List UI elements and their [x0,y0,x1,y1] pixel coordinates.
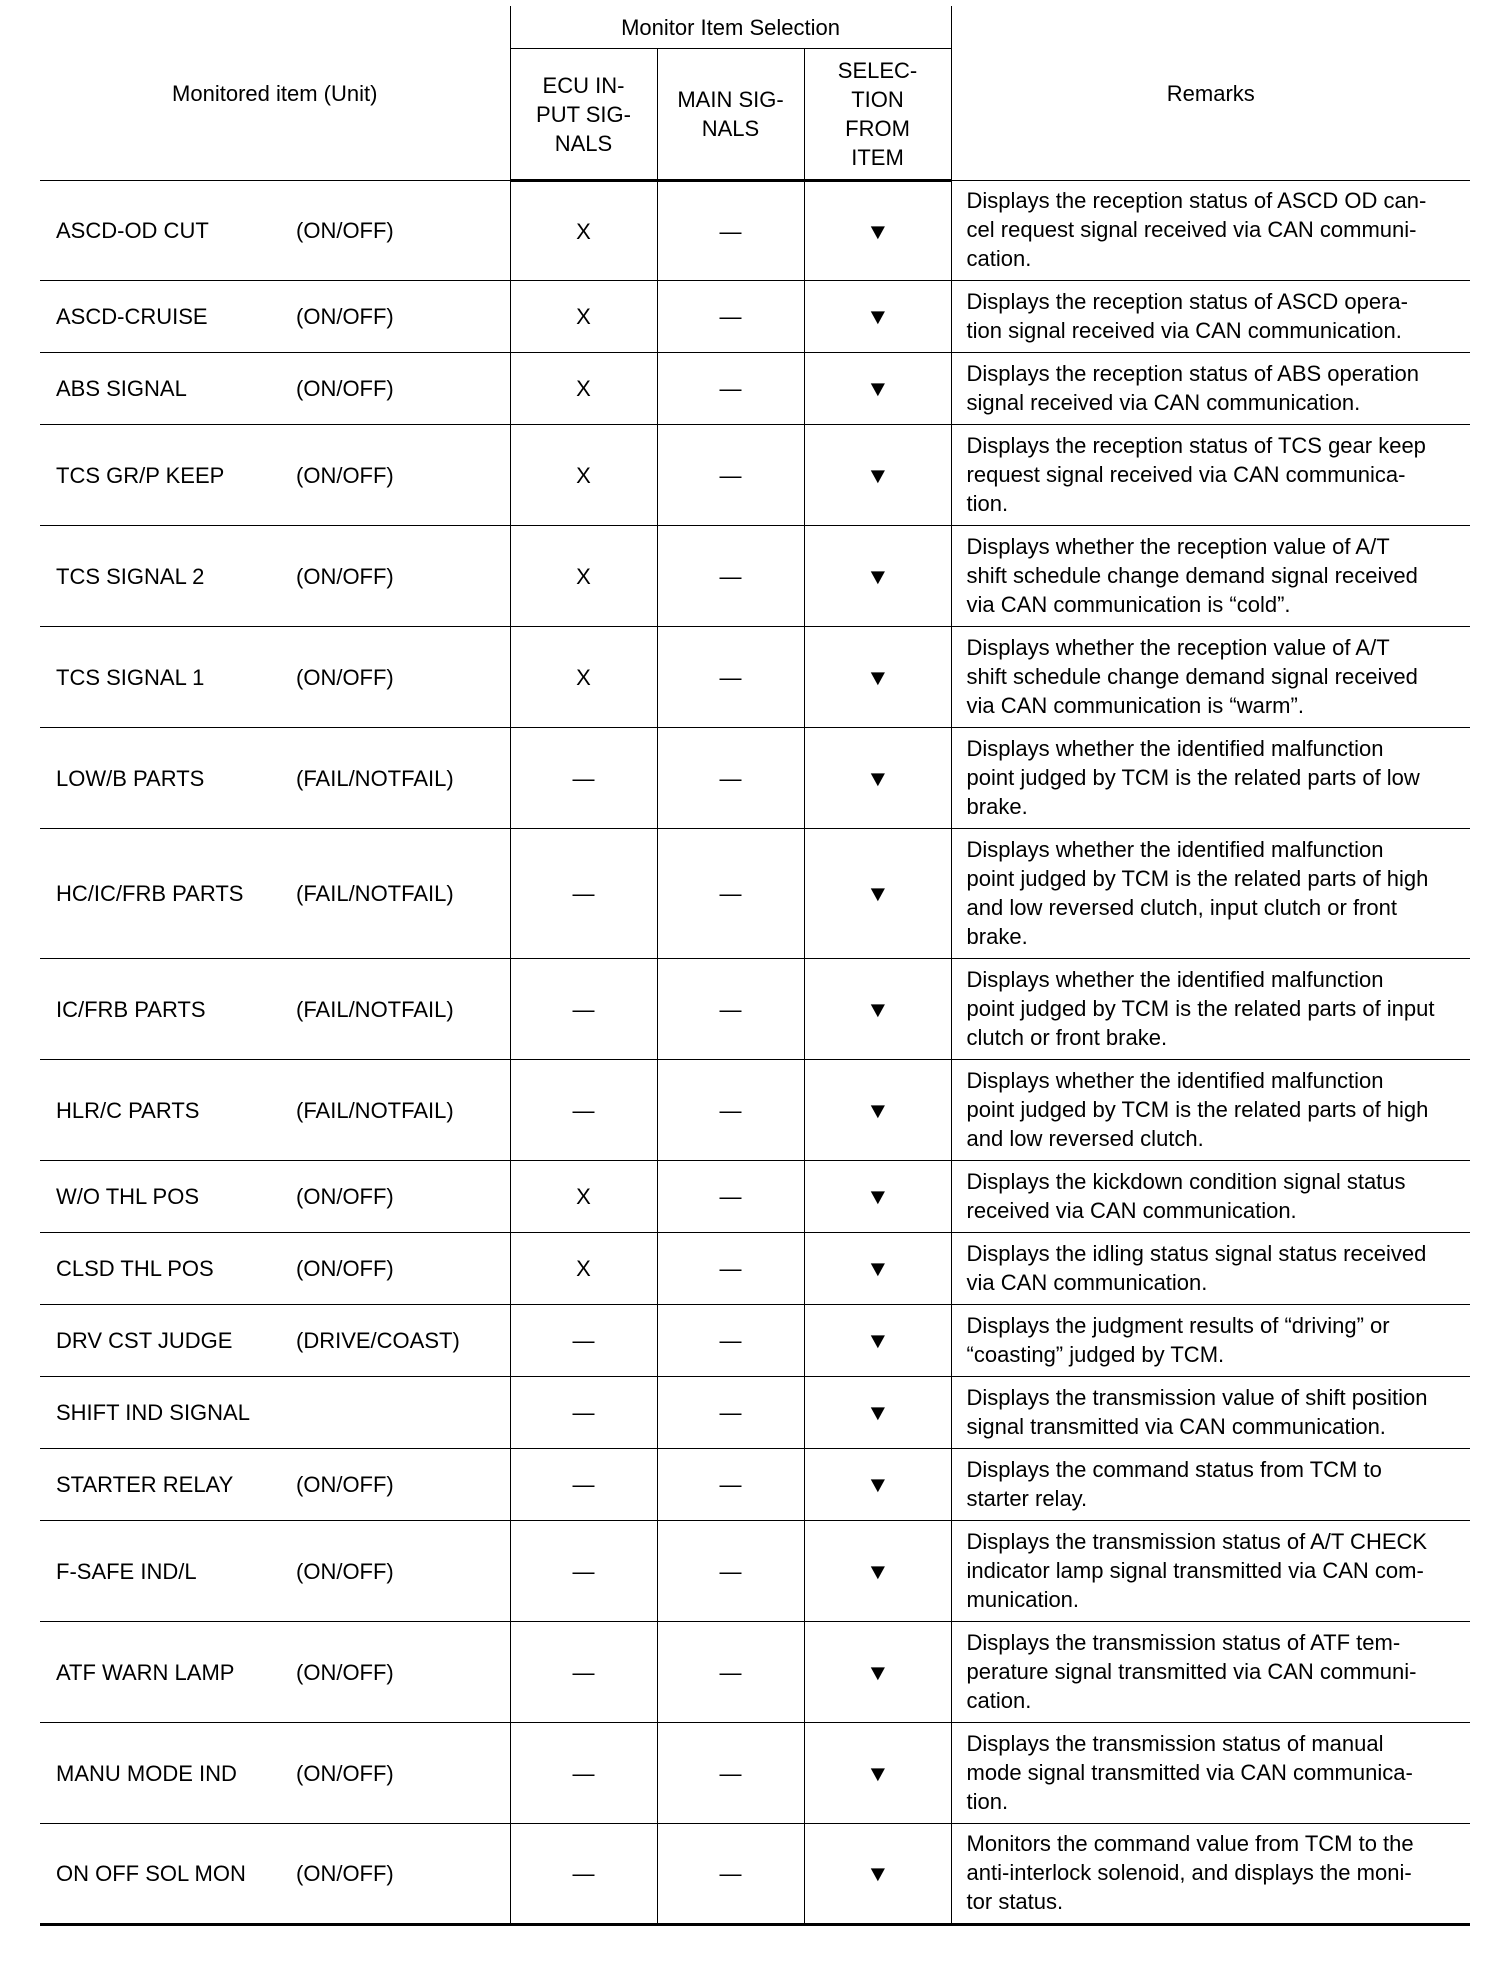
remarks-cell [951,728,1470,829]
down-triangle-icon: ▼ [865,376,890,401]
table-row [40,1824,1470,1925]
item-unit: (ON/OFF) [296,1256,394,1281]
ecu-input-mark: X [510,181,657,281]
down-triangle-icon: ▼ [865,218,890,244]
remarks-cell [951,181,1470,281]
ecu-input-mark: X [510,1161,657,1233]
item-unit: (ON/OFF) [296,1472,394,1497]
header-line: NALS [701,116,760,141]
selection-from-item-cell [804,1521,951,1622]
remarks-line: anti-interlock solenoid, and displays the moni- [966,1860,1412,1885]
monitored-item-cell [40,959,510,1060]
remarks-line: brake. [966,793,1028,819]
item-name: TCS SIGNAL 1 [56,664,205,690]
down-triangle-icon: ▼ [865,1659,890,1685]
main-signals-mark: — [657,1521,804,1622]
ecu-input-mark: X [510,627,657,728]
monitor-item-selection-header: Monitor Item Selection [510,6,951,49]
down-triangle-icon: ▼ [865,304,890,329]
remarks-cell [951,627,1470,728]
selection-from-item-cell [804,181,951,281]
monitored-item-cell [40,181,510,281]
selection-from-item-cell [804,1161,951,1233]
remarks-cell [951,425,1470,526]
remarks-cell [951,526,1470,627]
main-signals-mark: — [657,526,804,627]
monitored-item-cell [40,1305,510,1377]
remarks-line: and low reversed clutch. [966,1125,1204,1151]
monitored-item-cell [40,1723,510,1824]
main-signals-mark: — [657,1233,804,1305]
ecu-input-mark: X [510,1233,657,1305]
remarks-cell [951,353,1470,425]
remarks-line: shift schedule change demand signal received [966,562,1418,588]
item-unit: (ON/OFF) [296,1760,394,1786]
remarks-line: received via CAN communication. [966,1197,1297,1223]
header-line: MAIN SIG- [677,87,784,112]
item-unit: (ON/OFF) [296,376,394,401]
table-row [40,1622,1470,1723]
table-row [40,1305,1470,1377]
remarks-line: Displays the reception status of TCS gear keep [966,432,1426,458]
monitored-item-cell [40,829,510,959]
main-signals-mark: — [657,627,804,728]
monitored-item-cell [40,281,510,353]
table-row [40,1377,1470,1449]
remarks-cell [951,1449,1470,1521]
remarks-line: Displays whether the identified malfunction [966,966,1384,992]
item-name: ASCD-CRUISE [56,304,208,329]
monitored-item-cell [40,1622,510,1723]
monitored-item-header: Monitored item (Unit) [40,6,510,181]
monitored-item-cell [40,1449,510,1521]
ecu-input-mark: X [510,425,657,526]
main-signals-mark: — [657,1723,804,1824]
item-name: TCS SIGNAL 2 [56,563,205,589]
selection-from-item-cell [804,1060,951,1161]
down-triangle-icon: ▼ [865,1400,890,1425]
item-unit: (ON/OFF) [296,218,394,243]
remarks-line: point judged by TCM is the related parts of high [966,865,1429,891]
down-triangle-icon: ▼ [865,1760,890,1786]
main-signals-mark: — [657,281,804,353]
down-triangle-icon: ▼ [865,462,890,488]
remarks-line: Displays the judgment results of “driving” or [966,1312,1390,1338]
item-unit: (ON/OFF) [296,1558,394,1584]
remarks-line: indicator lamp signal transmitted via CAN com- [966,1557,1424,1583]
item-name: DRV CST JUDGE [56,1328,233,1353]
remarks-line: Displays the kickdown condition signal status [966,1168,1406,1194]
table-row [40,281,1470,353]
ecu-input-mark: — [510,829,657,959]
table-row [40,728,1470,829]
remarks-line: via CAN communication is “cold”. [966,591,1291,617]
item-unit: (ON/OFF) [296,1861,394,1886]
item-unit: (ON/OFF) [296,304,394,329]
selection-from-item-header [804,49,951,181]
remarks-line: perature signal transmitted via CAN communi- [966,1658,1417,1684]
table-row [40,181,1470,281]
down-triangle-icon: ▼ [865,996,890,1022]
item-unit: (FAIL/NOTFAIL) [296,996,454,1022]
remarks-cell [951,829,1470,959]
table-row [40,1233,1470,1305]
item-unit: (DRIVE/COAST) [296,1328,460,1353]
table-row [40,1723,1470,1824]
table-row [40,1161,1470,1233]
ecu-input-mark: — [510,1824,657,1925]
ecu-input-mark: — [510,1060,657,1161]
main-signals-mark: — [657,1622,804,1723]
remarks-line: signal received via CAN communication. [966,389,1361,415]
remarks-cell [951,1622,1470,1723]
table-row [40,627,1470,728]
selection-from-item-cell [804,1824,951,1925]
remarks-line: and low reversed clutch, input clutch or front [966,894,1397,920]
remarks-line: tion signal received via CAN communication. [966,317,1402,343]
selection-from-item-cell [804,1723,951,1824]
item-unit: (ON/OFF) [296,1659,394,1685]
table-row [40,1521,1470,1622]
down-triangle-icon: ▼ [865,881,890,906]
main-signals-mark: — [657,353,804,425]
item-unit: (FAIL/NOTFAIL) [296,1097,454,1123]
remarks-line: Displays whether the identified malfunction [966,836,1384,862]
remarks-line: request signal received via CAN communica- [966,461,1406,487]
header-line: SELEC- [837,58,918,83]
remarks-line: Displays the reception status of ASCD OD can- [966,188,1427,213]
main-signals-mark: — [657,728,804,829]
remarks-line: via CAN communication is “warm”. [966,692,1304,718]
header-line: ITEM [851,145,904,170]
table-body [40,181,1470,1925]
remarks-cell [951,1161,1470,1233]
down-triangle-icon: ▼ [865,1184,890,1209]
header-line: FROM [845,116,910,141]
monitored-item-cell [40,425,510,526]
item-name: ABS SIGNAL [56,376,187,401]
down-triangle-icon: ▼ [865,1558,890,1584]
main-signals-mark: — [657,1449,804,1521]
item-name: ON OFF SOL MON [56,1861,246,1886]
remarks-line: tor status. [966,1889,1064,1914]
table-row [40,425,1470,526]
item-name: HC/IC/FRB PARTS [56,881,244,906]
item-name: STARTER RELAY [56,1472,234,1497]
header-line: PUT SIG- [536,101,631,127]
item-name: TCS GR/P KEEP [56,462,225,488]
remarks-line: Displays whether the reception value of A/T [966,533,1390,559]
selection-from-item-cell [804,959,951,1060]
remarks-line: cel request signal received via CAN communi- [966,217,1417,242]
remarks-line: point judged by TCM is the related parts of high [966,1096,1429,1122]
table-row [40,353,1470,425]
ecu-input-mark: — [510,728,657,829]
item-name: SHIFT IND SIGNAL [56,1400,250,1425]
main-signals-mark: — [657,1060,804,1161]
item-name: MANU MODE IND [56,1760,237,1786]
remarks-cell [951,959,1470,1060]
monitor-item-table [40,6,1470,1926]
item-unit: (ON/OFF) [296,1184,394,1209]
main-signals-mark: — [657,425,804,526]
header-line: ECU IN- [542,72,625,98]
ecu-input-mark: — [510,1622,657,1723]
monitored-item-cell [40,1377,510,1449]
main-signals-header [657,49,804,181]
remarks-line: point judged by TCM is the related parts of low [966,764,1420,790]
down-triangle-icon: ▼ [865,1328,890,1353]
remarks-line: starter relay. [966,1485,1088,1511]
ecu-input-mark: — [510,1305,657,1377]
monitored-item-cell [40,1521,510,1622]
remarks-line: Displays whether the identified malfunction [966,735,1384,761]
remarks-line: Displays the idling status signal status received [966,1240,1427,1266]
selection-from-item-cell [804,1377,951,1449]
down-triangle-icon: ▼ [865,1097,890,1123]
ecu-input-mark: — [510,1521,657,1622]
ecu-input-mark: X [510,281,657,353]
table-row [40,1449,1470,1521]
down-triangle-icon: ▼ [865,1861,890,1886]
item-unit: (FAIL/NOTFAIL) [296,881,454,906]
selection-from-item-cell [804,829,951,959]
remarks-line: Displays the transmission status of ATF tem- [966,1629,1401,1655]
main-signals-mark: — [657,1161,804,1233]
table-row [40,959,1470,1060]
remarks-cell [951,1060,1470,1161]
down-triangle-icon: ▼ [865,1256,890,1281]
ecu-input-mark: — [510,1377,657,1449]
monitored-item-cell [40,627,510,728]
remarks-line: point judged by TCM is the related parts of input [966,995,1435,1021]
remarks-line: munication. [966,1586,1080,1612]
remarks-line: Displays the reception status of ABS operation [966,360,1420,386]
item-name: CLSD THL POS [56,1256,214,1281]
selection-from-item-cell [804,1233,951,1305]
monitored-item-cell [40,1161,510,1233]
monitored-item-cell [40,1824,510,1925]
remarks-line: cation. [966,246,1032,271]
remarks-line: Displays whether the identified malfunction [966,1067,1384,1093]
header-line: NALS [554,130,613,156]
remarks-line: tion. [966,490,1009,516]
item-name: F-SAFE IND/L [56,1558,197,1584]
remarks-header: Remarks [951,6,1470,181]
remarks-line: Displays whether the reception value of A/T [966,634,1390,660]
item-unit: (FAIL/NOTFAIL) [296,765,454,791]
remarks-cell [951,281,1470,353]
table-row [40,1060,1470,1161]
monitored-item-cell [40,526,510,627]
selection-from-item-cell [804,526,951,627]
selection-from-item-cell [804,627,951,728]
monitored-item-cell [40,1060,510,1161]
remarks-cell [951,1521,1470,1622]
remarks-cell [951,1377,1470,1449]
selection-from-item-cell [804,1305,951,1377]
selection-from-item-cell [804,281,951,353]
main-signals-mark: — [657,181,804,281]
remarks-line: cation. [966,1687,1032,1713]
remarks-cell [951,1723,1470,1824]
table-row [40,829,1470,959]
remarks-line: Displays the transmission status of manual [966,1730,1384,1756]
ecu-input-signals-header [510,49,657,181]
item-name: W/O THL POS [56,1184,200,1209]
selection-from-item-cell [804,425,951,526]
remarks-line: mode signal transmitted via CAN communica- [966,1759,1413,1785]
item-unit: (ON/OFF) [296,563,394,589]
item-name: ATF WARN LAMP [56,1659,235,1685]
ecu-input-mark: X [510,526,657,627]
main-signals-mark: — [657,829,804,959]
remarks-line: clutch or front brake. [966,1024,1168,1050]
down-triangle-icon: ▼ [865,1472,890,1497]
monitored-item-cell [40,1233,510,1305]
header-line: TION [851,87,904,112]
ecu-input-mark: — [510,1449,657,1521]
remarks-cell [951,1824,1470,1925]
selection-from-item-cell [804,728,951,829]
remarks-line: Displays the reception status of ASCD opera- [966,288,1408,314]
remarks-line: Displays the transmission status of A/T CHECK [966,1528,1428,1554]
main-signals-mark: — [657,1305,804,1377]
ecu-input-mark: — [510,959,657,1060]
monitored-item-cell [40,353,510,425]
remarks-line: Displays the transmission value of shift position [966,1384,1428,1410]
remarks-line: brake. [966,923,1028,949]
item-unit: (ON/OFF) [296,462,394,488]
main-signals-mark: — [657,1824,804,1925]
remarks-line: “coasting” judged by TCM. [966,1341,1225,1367]
down-triangle-icon: ▼ [865,563,890,589]
item-name: ASCD-OD CUT [56,218,209,243]
item-name: LOW/B PARTS [56,765,205,791]
remarks-line: Monitors the command value from TCM to the [966,1831,1414,1856]
remarks-cell [951,1233,1470,1305]
selection-from-item-cell [804,1449,951,1521]
selection-from-item-cell [804,1622,951,1723]
main-signals-mark: — [657,1377,804,1449]
remarks-line: tion. [966,1788,1009,1814]
ecu-input-mark: — [510,1723,657,1824]
remarks-line: Displays the command status from TCM to [966,1456,1382,1482]
remarks-cell [951,1305,1470,1377]
monitored-item-cell [40,728,510,829]
table-row [40,526,1470,627]
item-name: IC/FRB PARTS [56,996,206,1022]
main-signals-mark: — [657,959,804,1060]
selection-from-item-cell [804,353,951,425]
ecu-input-mark: X [510,353,657,425]
down-triangle-icon: ▼ [865,664,890,690]
remarks-line: shift schedule change demand signal received [966,663,1418,689]
remarks-line: signal transmitted via CAN communication. [966,1413,1386,1439]
item-unit: (ON/OFF) [296,664,394,690]
remarks-line: via CAN communication. [966,1269,1208,1295]
item-name: HLR/C PARTS [56,1097,200,1123]
down-triangle-icon: ▼ [865,765,890,791]
